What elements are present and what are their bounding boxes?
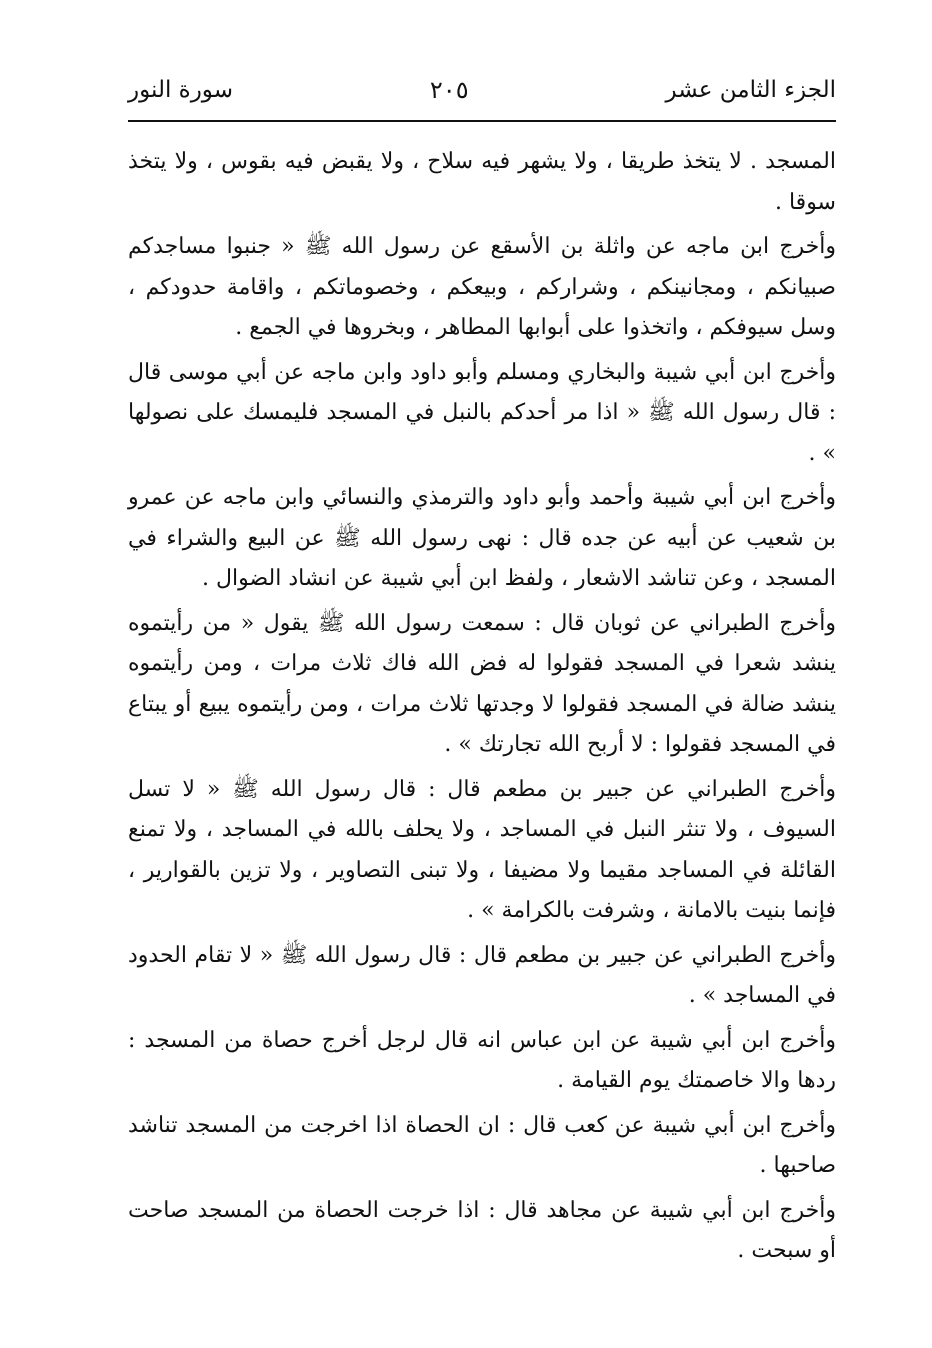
paragraph: وأخرج ابن أبي شيبة وأحمد وأبو داود والترمذي والنسائي وابن ماجه عن عمرو بن شعيب عن أبيه عن جده قال : نهى رسول الله ﷺ عن البيع والشراء في المسجد ، وعن تناشد الاشعار ، ولفظ ابن أبي شيبة عن انشاد الضوال . [128,485,836,591]
page-header [128,70,836,122]
page-body [128,142,836,1272]
paragraph: المسجد . لا يتخذ طريقا ، ولا يشهر فيه سلاح ، ولا يقبض فيه بقوس ، ولا يتخذ سوقا . [128,149,836,215]
paragraph: وأخرج ابن ماجه عن واثلة بن الأسقع عن رسول الله ﷺ « جنبوا مساجدكم صبيانكم ، ومجانينكم ، وشراركم ، وبيعكم ، وخصوماتكم ، واقامة حدودكم ، وسل سيوفكم ، واتخذوا على أبوابها المطاهر ، وبخروها في الجمع . [128,234,836,340]
paragraph: وأخرج الطبراني عن ثوبان قال : سمعت رسول الله ﷺ يقول « من رأيتموه ينشد شعرا في المسجد فقولوا له فض الله فاك ثلاث مرات ، ومن رأيتموه ينشد ضالة في المسجد فقولوا لا وجدتها ثلاث مرات ، ومن رأيتموه يبيع أو يبتاع في المسجد فقولوا : لا أربح الله تجارتك » . [128,610,836,757]
page-number: ٢٠٥ [429,76,469,104]
surah-title: سورة النور [128,77,233,103]
paragraph: وأخرج ابن أبي شيبة والبخاري ومسلم وأبو داود وابن ماجه عن أبي موسى قال : قال رسول الله ﷺ « اذا مر أحدكم بالنبل في المسجد فليمسك على نصولها » . [128,359,836,466]
paragraph: وأخرج ابن أبي شيبة عن ابن عباس انه قال لرجل أخرج حصاة من المسجد : ردها والا خاصمتك يوم القيامة . [128,1027,836,1093]
paragraph: وأخرج ابن أبي شيبة عن مجاهد قال : اذا خرجت الحصاة من المسجد صاحت أو سبحت . [128,1197,836,1263]
paragraph: وأخرج ابن أبي شيبة عن كعب قال : ان الحصاة اذا اخرجت من المسجد تناشد صاحبها . [128,1112,836,1178]
paragraph: وأخرج الطبراني عن جبير بن مطعم قال : قال رسول الله ﷺ « لا تقام الحدود في المساجد » . [128,942,836,1008]
paragraph: وأخرج الطبراني عن جبير بن مطعم قال : قال رسول الله ﷺ « لا تسل السيوف ، ولا تنثر النبل في المساجد ، ولا يحلف بالله في المساجد ، ولا تمنع القائلة في المساجد مقيما ولا مضيفا ، ولا تبنى التصاوير ، ولا تزين بالقوارير ، فإنما بنيت بالامانة ، وشرفت بالكرامة » . [128,776,836,923]
part-title: الجزء الثامن عشر [665,77,836,103]
